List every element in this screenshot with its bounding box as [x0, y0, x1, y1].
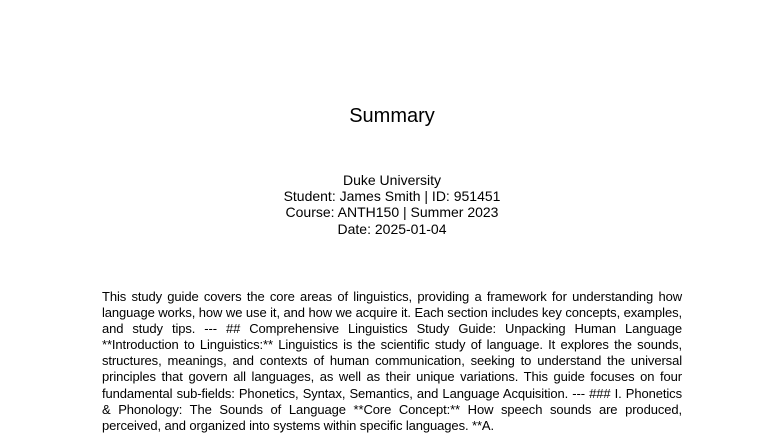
- body-paragraph: This study guide covers the core areas of linguistics, providing a framework for understanding how language works, how we use it, and how we acquire it. Each section includes key concepts, examples, and study tips. --- ## Comprehensive Linguistics Study Guide: Unpacking Human Language **Introduction to Linguistics:** Linguistics is the scientific study of language. It explores the sounds, structures, meanings, and contexts of human communication, seeking to understand the universal principles that govern all languages, as well as their unique variations. This guide focuses on four fundamental sub-fields: Phonetics, Syntax, Semantics, and Language Acquisition. --- ### I. Phonetics & Phonology: The Sounds of Language **Core Concept:** How speech sounds are produced, perceived, and organized into systems within specific languages. **A.: [102, 289, 682, 433]
- page-title: Summary: [349, 105, 435, 127]
- course-info: Course: ANTH150 | Summer 2023: [285, 204, 499, 221]
- student-info: Student: James Smith | ID: 951451: [283, 188, 501, 205]
- university-name: Duke University: [342, 172, 442, 188]
- date-info: Date: 2025-01-04: [337, 220, 447, 237]
- document-header: [0, 172, 784, 237]
